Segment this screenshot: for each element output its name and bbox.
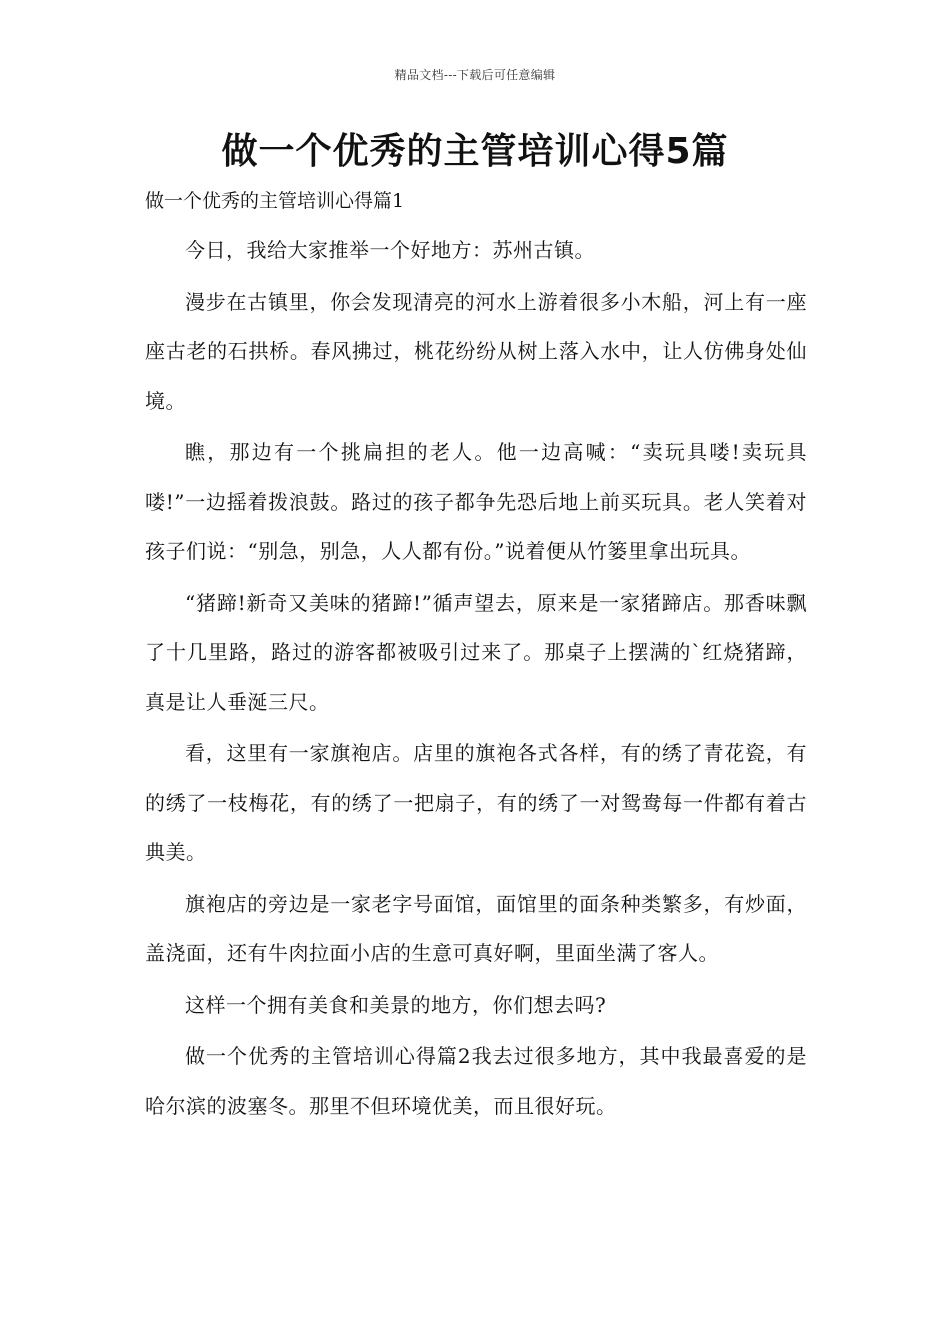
section-heading: 做一个优秀的主管培训心得篇1 (145, 190, 405, 212)
paragraph: 漫步在古镇里，你会发现清亮的河水上游着很多小木船，河上有一座座古老的石拱桥。春风拂过，桃花纷纷从树上落入水中，让人仿佛身处仙境。 (145, 289, 807, 413)
paragraph: 做一个优秀的主管培训心得篇2我去过很多地方，其中我最喜爱的是哈尔滨的波塞冬。那里不但环境优美，而且很好玩。 (145, 1044, 807, 1118)
paragraph: 瞧，那边有一个挑扁担的老人。他一边高喊：“卖玩具喽!卖玩具喽!”一边摇着拨浪鼓。路过的孩子都争先恐后地上前买玩具。老人笑着对孩子们说：“别急，别急，人人都有份。”说着便从竹篓里拿出玩具。 (145, 440, 807, 563)
paragraph: 今日，我给大家推举一个好地方：苏州古镇。 (185, 238, 595, 262)
paragraph: 看，这里有一家旗袍店。店里的旗袍各式各样，有的绣了青花瓷，有的绣了一枝梅花，有的绣了一把扇子，有的绣了一对鸳鸯每一件都有着古典美。 (145, 741, 807, 864)
body-text (145, 226, 807, 1133)
header-note: 精品文档---下载后可任意编辑 (394, 68, 556, 82)
paragraph: 旗袍店的旁边是一家老字号面馆，面馆里的面条种类繁多，有炒面，盖浇面，还有牛肉拉面小店的生意可真好啊，里面坐满了客人。 (145, 891, 807, 965)
document-title: 做一个优秀的主管培训心得5篇 (221, 131, 729, 172)
paragraph: 这样一个拥有美食和美景的地方，你们想去吗? (185, 992, 607, 1017)
paragraph: “猪蹄!新奇又美味的猪蹄!”循声望去，原来是一家猪蹄店。那香味飘了十几里路，路过的游客都被吸引过来了。那桌子上摆满的`红烧猪蹄，真是让人垂涎三尺。 (145, 590, 807, 714)
